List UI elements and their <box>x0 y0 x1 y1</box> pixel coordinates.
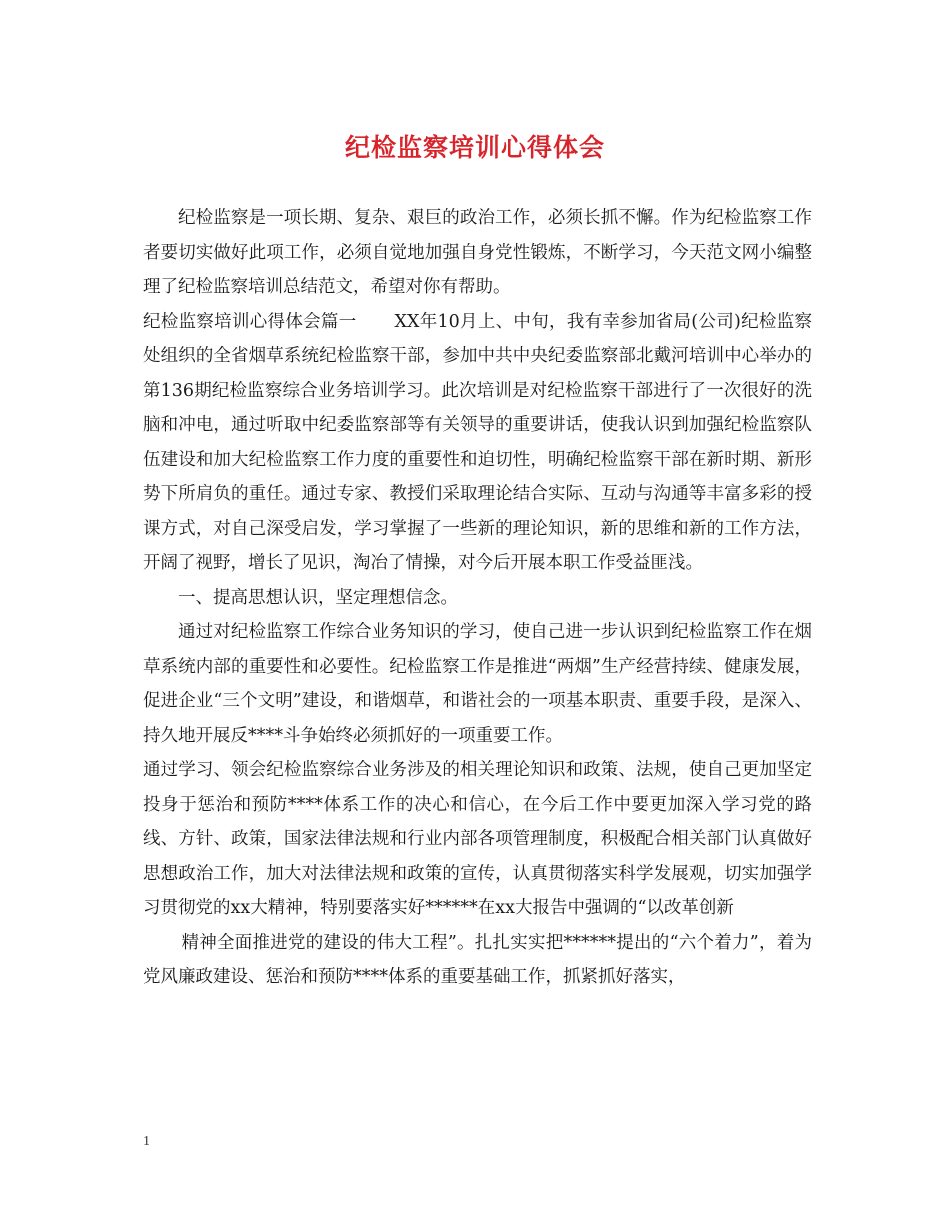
section-paragraph <box>143 305 812 581</box>
body-paragraph: 通过对纪检监察工作综合业务知识的学习，使自己进一步认识到纪检监察工作在烟草系统内部的重要性和必要性。纪检监察工作是推进“两烟”生产经营持续、健康发展，促进企业“三个文明”建设，和谐烟草，和谐社会的一项基本职责、重要手段，是深入、持久地开展反****斗争始终必须抓好的一项重要工作。 <box>143 622 812 746</box>
body-paragraph: 通过学习、领会纪检监察综合业务涉及的相关理论知识和政策、法规，使自己更加坚定投身于惩治和预防****体系工作的决心和信心，在今后工作中要更加深入学习党的路线、方针、政策，国家法律法规和行业内部各项管理制度，积极配合相关部门认真做好思想政治工作，加大对法律法规和政策的宣传，认真贯彻落实科学发展观，切实加强学习贯彻党的xx大精神，特别要落实好******在xx大报告中强调的“以改革创新 <box>143 760 812 918</box>
document-title: 纪检监察培训心得体会 <box>344 133 605 162</box>
intro-paragraph: 纪检监察是一项长期、复杂、艰巨的政治工作，必须长抓不懈。作为纪检监察工作者要切实做好此项工作，必须自觉地加强自身党性锻炼，不断学习，今天范文网小编整理了纪检监察培训总结范文，希望对你有帮助。 <box>143 208 812 297</box>
section-heading: 纪检监察培训心得体会篇一 <box>143 311 357 332</box>
section-paragraph-text: XX年10月上、中旬，我有幸参加省局(公司)纪检监察处组织的全省烟草系统纪检监察干部，参加中共中央纪委监察部北戴河培训中心举办的第136期纪检监察综合业务培训学习。此次培训是对纪检监察干部进行了一次很好的洗脑和冲电，通过听取中纪委监察部等有关领导的重要讲话，使我认识到加强纪检监察队伍建设和加大纪检监察工作力度的重要性和迫切性，明确纪检监察干部在新时期、新形势下所肩负的重任。通过专家、教授们采取理论结合实际、互动与沟通等丰富多彩的授课方式，对自己深受启发，学习掌握了一些新的理论知识，新的思维和新的工作方法，开阔了视野，增长了见识，淘冶了情操，对今后开展本职工作受益匪浅。 <box>143 311 812 573</box>
document-body <box>143 201 812 995</box>
body-paragraph: 精神全面推进党的建设的伟大工程”。扎扎实实把******提出的“六个着力”，着为党风廉政建设、惩治和预防****体系的重要基础工作，抓紧抓好落实， <box>143 932 812 987</box>
page-number: 1 <box>143 1134 150 1149</box>
subheading-paragraph: 一、提高思想认识，坚定理想信念。 <box>178 587 458 608</box>
